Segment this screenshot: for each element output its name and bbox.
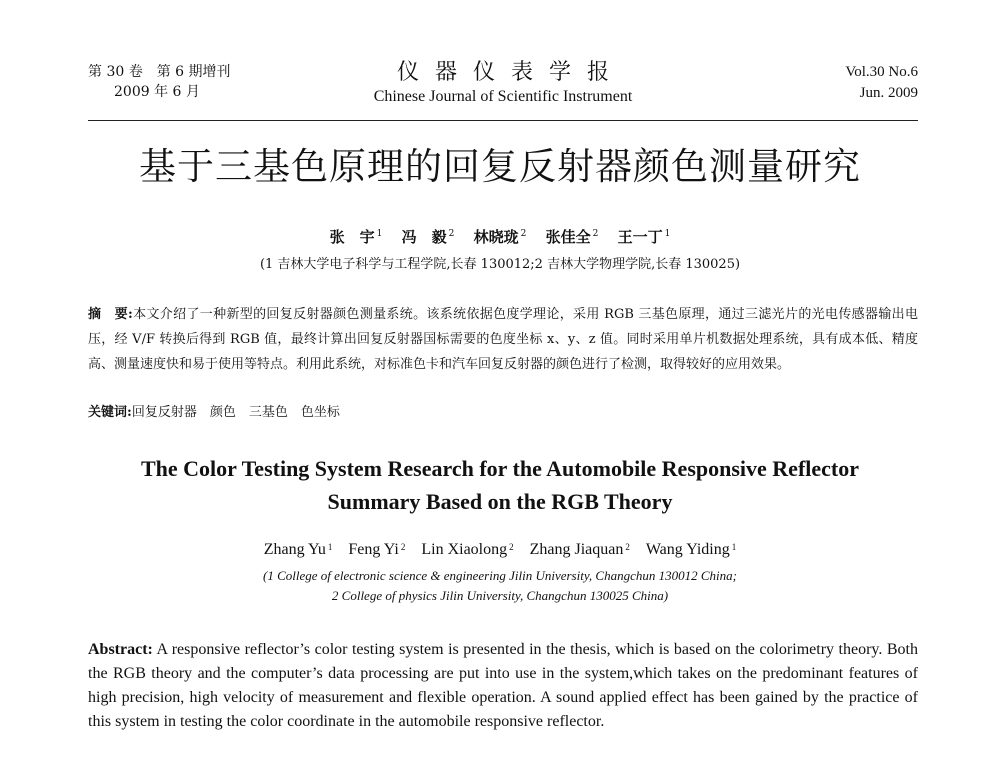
author-cn: 张佳全 $^2$: [545, 228, 599, 246]
volume-issue-line: 第 30 卷 第 6 期增刊: [88, 64, 231, 80]
volume-issue: [88, 62, 288, 102]
affiliation-en: [0, 566, 1000, 606]
paper-title-en: [0, 452, 1000, 518]
paper-title-cn: 基于三基色原理的回复反射器颜色测量研究: [139, 145, 861, 188]
abstract-cn-label: 摘 要:: [88, 307, 133, 322]
publication-date-en: Jun. 2009: [859, 85, 918, 101]
keywords-cn: [88, 402, 918, 424]
abstract-en-text: A responsive reflector’s color testing system is presented in the thesis, which is based on the colorimetry theory. Both the RGB theory and the computer’s data processing are put into use in the system,which takes on the predominant features of high precision, high velocity of measurement and flexible operation. A sound applied effect has been gained by the practice of this system in testing the color coordinate in the automobile responsive reflector.: [88, 641, 918, 730]
author-en: Zhang Jiaquan $^2$: [529, 541, 630, 558]
author-en: Lin Xiaolong $^2$: [421, 541, 514, 558]
keywords-cn-text: 回复反射器 颜色 三基色 色坐标: [131, 405, 340, 420]
author-cn: 王一丁 $^1$: [617, 228, 671, 246]
abstract-en-label: Abstract:: [88, 641, 153, 658]
author-en: Zhang Yu $^1$: [263, 541, 333, 558]
publication-date-cn: 2009 年 6 月: [114, 84, 200, 100]
affiliation-en-line1: (1 College of electronic science & engineering Jilin University, Changchun 130012 China;: [263, 568, 737, 583]
paper-title-en-line2: Summary Based on the RGB Theory: [327, 489, 673, 514]
volume-info-en: [718, 62, 918, 104]
header-rule: [88, 120, 918, 121]
author-cn: 林晓珑 $^2$: [473, 228, 527, 246]
affiliation-en-line2: 2 College of physics Jilin University, Changchun 130025 China): [331, 588, 669, 603]
abstract-cn: [88, 302, 918, 377]
abstract-en: [88, 638, 918, 734]
authors-cn: [0, 226, 1000, 248]
journal-name: [338, 60, 668, 108]
author-en: Wang Yiding $^1$: [645, 541, 737, 558]
abstract-cn-text: 本文介绍了一种新型的回复反射器颜色测量系统。该系统依据色度学理论，采用 RGB 三基色原理，通过三滤光片的光电传感器输出电压，经 V/F 转换后得到 RGB 值，最终计算出回复反射器国标需要的色度坐标 x、y、z 值。同时采用单片机数据处理系统，具有成本低、精度高、测量速度快和易于使用等特点。利用此系统，对标准色卡和汽车回复反射器的颜色进行了检测，取得较好的应用效果。: [88, 307, 918, 372]
authors-en: [0, 539, 1000, 561]
author-cn: 冯 毅 $^2$: [401, 228, 455, 246]
paper-title-en-line1: The Color Testing System Research for the Automobile Responsive Reflector: [141, 456, 859, 481]
journal-name-en: Chinese Journal of Scientific Instrument: [373, 88, 633, 105]
journal-header: [88, 62, 918, 122]
journal-name-cn: 仪器仪表学报: [396, 60, 625, 85]
affiliation-cn: (1 吉林大学电子科学与工程学院,长春 130012;2 吉林大学物理学院,长春 130025): [259, 257, 741, 272]
author-en: Feng Yi $^2$: [348, 541, 406, 558]
author-cn: 张 宇 $^1$: [329, 228, 383, 246]
keywords-cn-label: 关键词:: [88, 405, 132, 420]
volume-number-en: Vol.30 No.6: [845, 64, 918, 80]
